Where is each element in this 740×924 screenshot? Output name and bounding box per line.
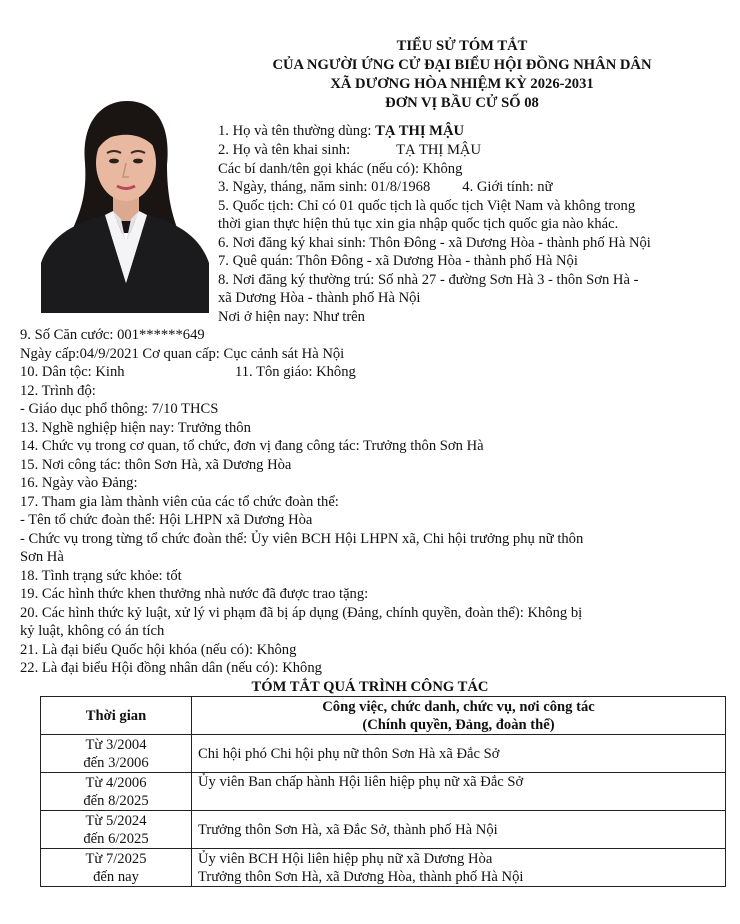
header-term: XÃ DƯƠNG HÒA NHIỆM KỲ 2026-2031 [330,76,594,92]
bio-residence: 8. Nơi đăng ký thường trú: Số nhà 27 - đường Sơn Hà 3 - thôn Sơn Hà - [218,272,639,288]
time-from: Từ 7/2025 [85,850,147,867]
table-row [41,773,726,811]
row-description [192,849,726,887]
bio-residence-cont: xã Dương Hòa - thành phố Hà Nội [218,290,421,306]
column-header-description [192,697,726,735]
ethnicity: 10. Dân tộc: Kinh [20,364,125,380]
time-from: Từ 5/2024 [85,812,147,829]
common-name-value: TẠ THỊ MẬU [375,123,465,139]
bio-id-issue: Ngày cấp:04/9/2021 Cơ quan cấp: Cục cảnh sát Hà Nội [20,346,345,362]
row-time [41,773,192,811]
time-from: Từ 3/2004 [85,736,147,753]
bio-discipline: 20. Các hình thức kỷ luật, xử lý vi phạm đã bị áp dụng (Đảng, chính quyền, đoàn thể): Không bị [20,605,583,621]
bio-birth-registration: 6. Nơi đăng ký khai sinh: Thôn Đông - xã Dương Hòa - thành phố Hà Nội [218,235,651,251]
bio-common-name [218,122,464,140]
description-line: Ủy viên Ban chấp hành Hội liên hiệp phụ nữ xã Đắc Sở [198,774,524,790]
description-header-line2: (Chính quyền, Đảng, đoàn thể) [362,716,555,733]
row-time [41,735,192,773]
bio-aliases: Các bí danh/tên gọi khác (nếu có): Không [218,161,463,177]
row-description [192,735,726,773]
table-row [41,735,726,773]
time-to: đến 8/2025 [83,792,149,809]
row-time [41,849,192,887]
description-line: Trưởng thôn Sơn Hà, xã Đắc Sở, thành phố Hà Nội [198,821,498,838]
birth-name-value: TẠ THỊ MẬU [396,142,481,158]
religion: 11. Tôn giáo: Không [235,364,356,380]
header-title: TIỂU SỬ TÓM TẮT [396,38,528,54]
gender: 4. Giới tính: nữ [462,179,553,195]
bio-education-label: 12. Trình độ: [20,383,96,399]
bio-organization-role: - Chức vụ trong từng tổ chức đoàn thể: Ủy viên BCH Hội LHPN xã, Chi hội trưởng phụ nữ thôn [20,531,584,547]
bio-id-number: 9. Số Căn cước: 001******649 [20,327,205,343]
bio-hometown: 7. Quê quán: Thôn Đông - xã Dương Hòa - thành phố Hà Nội [218,253,578,269]
bio-current-address: Nơi ở hiện nay: Như trên [218,309,365,325]
bio-national-assembly: 21. Là đại biểu Quốc hội khóa (nếu có): Không [20,642,297,658]
header-subtitle: CỦA NGƯỜI ỨNG CỬ ĐẠI BIỂU HỘI ĐỒNG NHÂN DÂN [272,57,652,73]
bio-nationality-cont: thời gian thực hiện thủ tục xin gia nhập quốc tịch quốc gia nào khác. [218,216,619,232]
document-header [200,37,724,113]
table-header-row [41,697,726,735]
time-to: đến 3/2006 [83,754,149,771]
work-history-title: TÓM TẮT QUÁ TRÌNH CÔNG TÁC [251,679,489,695]
bio-discipline-cont: kỷ luật, không có án tích [20,623,165,639]
time-to: đến nay [93,868,139,885]
bio-birth-name [218,141,481,159]
bio-dob-gender [218,178,553,196]
description-line: Trưởng thôn Sơn Hà, xã Dương Hòa, thành phố Hà Nội [198,868,524,885]
bio-health: 18. Tình trạng sức khỏe: tốt [20,568,182,584]
row-description [192,811,726,849]
common-name-label: 1. Họ và tên thường dùng: [218,123,376,139]
bio-awards: 19. Các hình thức khen thưởng nhà nước đã được trao tặng: [20,586,369,602]
bio-party-date: 16. Ngày vào Đảng: [20,475,138,491]
bio-position: 14. Chức vụ trong cơ quan, tổ chức, đơn vị đang công tác: Trưởng thôn Sơn Hà [20,438,484,454]
column-header-time: Thời gian [41,697,192,735]
time-to: đến 6/2025 [83,830,149,847]
table-row [41,811,726,849]
dob: 3. Ngày, tháng, năm sinh: 01/8/1968 [218,179,431,195]
bio-organizations: 17. Tham gia làm thành viên của các tổ chức đoàn thể: [20,494,339,510]
row-time [41,811,192,849]
bio-ethnicity-religion [20,363,356,381]
table-row [41,849,726,887]
portrait-illustration [41,93,209,313]
description-header-line1: Công việc, chức danh, chức vụ, nơi công tác [322,698,595,715]
bio-organization-name: - Tên tổ chức đoàn thể: Hội LHPN xã Dương Hòa [20,512,313,528]
bio-organization-role-cont: Sơn Hà [20,549,64,565]
time-from: Từ 4/2006 [85,774,147,791]
bio-occupation: 13. Nghề nghiệp hiện nay: Trưởng thôn [20,420,251,436]
description-line: Ủy viên BCH Hội liên hiệp phụ nữ xã Dương Hòa [198,850,493,867]
bio-workplace: 15. Nơi công tác: thôn Sơn Hà, xã Dương Hòa [20,457,292,473]
bio-nationality: 5. Quốc tịch: Chỉ có 01 quốc tịch là quốc tịch Việt Nam và không trong [218,198,636,214]
row-description [192,773,726,811]
description-line: Chi hội phó Chi hội phụ nữ thôn Sơn Hà xã Đắc Sở [198,745,500,762]
bio-education: - Giáo dục phổ thông: 7/10 THCS [20,401,219,417]
header-constituency: ĐƠN VỊ BẦU CỬ SỐ 08 [385,95,539,111]
bio-peoples-council: 22. Là đại biểu Hội đồng nhân dân (nếu có): Không [20,660,322,676]
candidate-photo [41,93,209,313]
birth-name-label: 2. Họ và tên khai sinh: [218,142,351,158]
work-history-table [40,696,726,887]
